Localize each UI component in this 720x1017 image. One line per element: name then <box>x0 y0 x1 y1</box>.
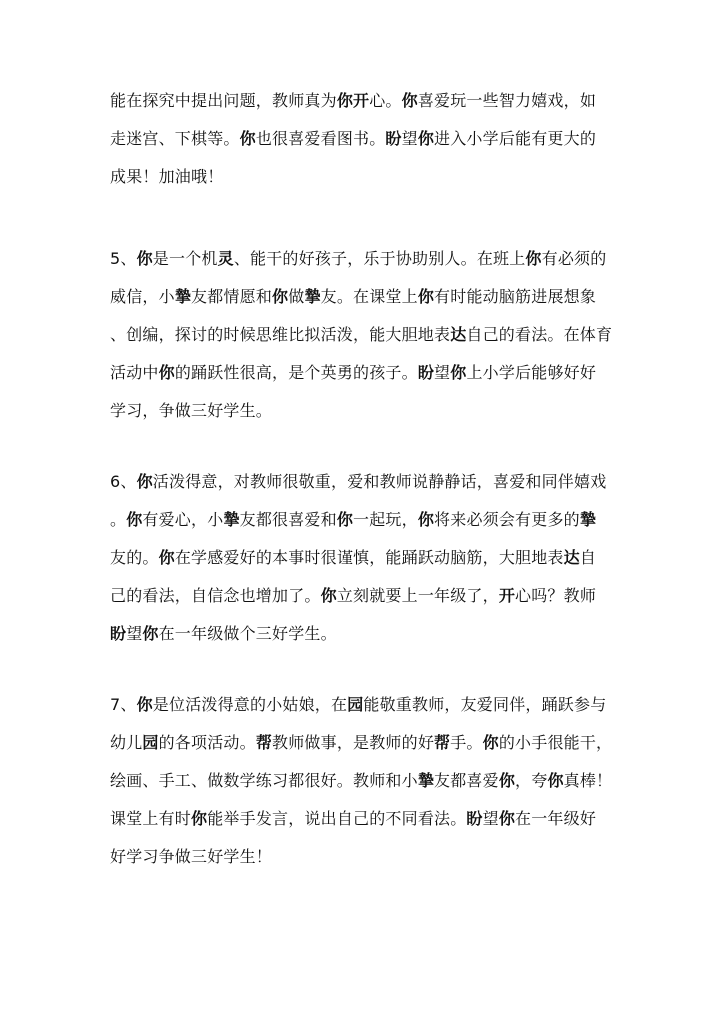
bold-text-segment: 你 <box>272 287 289 306</box>
text-segment: 学习，争做三好学生。 <box>110 401 273 420</box>
bold-text-segment: 你 <box>417 287 435 306</box>
bold-text-segment: 你 <box>482 733 499 752</box>
text-segment: 的踊跃性很高，是个英勇的孩子。 <box>174 363 418 382</box>
text-segment: 手。 <box>450 733 483 752</box>
text-segment: 能敬重教师，友爱同伴，踊跃参与 <box>363 695 607 714</box>
bold-text-segment: 摯 <box>223 510 240 529</box>
text-segment: 在一年级好 <box>515 809 597 828</box>
text-line <box>110 120 610 158</box>
text-segment: 有爱心，小 <box>142 510 224 529</box>
text-segment: 有必须的 <box>541 249 607 268</box>
text-segment: 成果！加油哦！ <box>110 167 224 186</box>
bold-text-segment: 你 <box>239 129 256 148</box>
text-segment: 5、 <box>110 249 137 268</box>
text-segment: 能举手发言，说出自己的不同看法。 <box>207 809 467 828</box>
bold-text-segment: 你 <box>525 249 542 268</box>
bold-text-segment: 你 <box>417 510 435 529</box>
text-segment: 教师做事，是教师的好 <box>272 733 435 752</box>
text-segment: 好学习争做三好学生！ <box>110 847 273 866</box>
text-segment: 进入小学后能有更大的 <box>434 129 597 148</box>
text-segment: 友的。 <box>110 548 159 567</box>
text-line <box>110 724 613 762</box>
bold-text-segment: 你开 <box>336 91 370 110</box>
text-segment: 走迷宫、下棋等。 <box>110 129 240 148</box>
bold-text-segment: 摯 <box>417 771 435 790</box>
text-segment: 一起玩， <box>353 510 418 529</box>
text-line <box>110 501 610 539</box>
text-segment: 课堂上有时 <box>110 809 192 828</box>
bold-text-segment: 你 <box>191 809 208 828</box>
text-line <box>110 539 610 577</box>
text-segment: 活泼得意，对教师很敬重，爱和教师说静静话，喜爱和同伴嬉戏 <box>152 472 607 491</box>
bold-text-segment: 你 <box>498 771 516 790</box>
bold-text-segment: 开 <box>498 586 516 605</box>
bold-text-segment: 达 <box>563 548 580 567</box>
text-segment: 在学感爱好的本事时很谨慎，能踊跃动脑筋，大胆地表 <box>174 548 564 567</box>
text-segment: 望 <box>482 809 499 828</box>
text-line <box>110 463 610 501</box>
bold-text-segment: 你 <box>498 809 516 828</box>
bold-text-segment: 你 <box>136 249 153 268</box>
paragraph-4 <box>110 686 613 876</box>
text-segment: 绘画、手工、做数学练习都很好。教师和小 <box>110 771 418 790</box>
text-line <box>110 316 613 354</box>
text-segment: 是一个机 <box>152 249 218 268</box>
bold-text-segment: 盼 <box>385 129 402 148</box>
bold-text-segment: 帮 <box>434 733 451 752</box>
text-segment: 友。在课堂上 <box>320 287 418 306</box>
text-segment: 望 <box>126 624 143 643</box>
text-line <box>110 838 610 876</box>
text-segment: 自 <box>579 548 597 567</box>
bold-text-segment: 盼 <box>417 363 435 382</box>
bold-text-segment: 你 <box>401 91 418 110</box>
bold-text-segment: 你 <box>450 363 467 382</box>
text-line <box>110 158 610 196</box>
bold-text-segment: 达 <box>450 325 467 344</box>
text-segment: 威信，小 <box>110 287 175 306</box>
text-line <box>110 800 610 838</box>
text-segment: 幼儿 <box>110 733 143 752</box>
text-segment: 己的看法，自信念也增加了。 <box>110 586 321 605</box>
text-segment: 喜爱玩一些智力嬉戏，如 <box>417 91 597 110</box>
bold-text-segment: 盼 <box>110 624 127 643</box>
bold-text-segment: 你 <box>417 129 435 148</box>
text-segment: ，夸 <box>515 771 548 790</box>
bold-text-segment: 摯 <box>579 510 597 529</box>
bold-text-segment: 你 <box>136 695 153 714</box>
text-segment: 望 <box>401 129 418 148</box>
text-segment: 7、 <box>110 695 137 714</box>
bold-text-segment: 帮 <box>255 733 273 752</box>
text-segment: 的小手很能干， <box>498 733 613 752</box>
bold-text-segment: 你 <box>136 472 153 491</box>
text-line <box>110 240 610 278</box>
text-segment: 也很喜爱看图书。 <box>255 129 386 148</box>
bold-text-segment: 你 <box>126 510 143 529</box>
paragraph-3 <box>110 463 610 653</box>
paragraph-1 <box>110 82 610 196</box>
text-line <box>110 615 610 653</box>
text-segment: 心吗？教师 <box>515 586 597 605</box>
bold-text-segment: 园 <box>142 733 159 752</box>
text-segment: 有时能动脑筋进展想象 <box>434 287 597 306</box>
bold-text-segment: 你 <box>547 771 564 790</box>
text-segment: 活动中 <box>110 363 159 382</box>
text-segment: 在一年级做个三好学生。 <box>158 624 337 643</box>
text-segment: 真棒！ <box>563 771 613 790</box>
paragraph-2 <box>110 240 613 430</box>
text-segment: 心。 <box>369 91 402 110</box>
bold-text-segment: 你 <box>336 510 354 529</box>
text-line <box>110 686 610 724</box>
text-line <box>110 354 610 392</box>
text-segment: 、能干的好孩子，乐于协助别人。在班上 <box>233 249 526 268</box>
bold-text-segment: 灵 <box>217 249 234 268</box>
text-segment: 将来必须会有更多的 <box>434 510 580 529</box>
bold-text-segment: 盼 <box>466 809 483 828</box>
text-segment: 、创编，探讨的时候思维比拟活泼，能大胆地表 <box>110 325 451 344</box>
bold-text-segment: 摯 <box>304 287 321 306</box>
bold-text-segment: 你 <box>158 363 175 382</box>
text-segment: 做 <box>288 287 305 306</box>
bold-text-segment: 园 <box>347 695 364 714</box>
text-line <box>110 392 610 430</box>
text-line <box>110 278 610 316</box>
text-segment: 。 <box>110 510 127 529</box>
text-segment: 能在探究中提出问题，教师真为 <box>110 91 337 110</box>
bold-text-segment: 你 <box>158 548 175 567</box>
text-segment: 立刻就要上一年级了， <box>336 586 499 605</box>
text-line <box>110 762 613 800</box>
text-segment: 望 <box>434 363 451 382</box>
text-segment: 上小学后能够好好 <box>466 363 597 382</box>
text-segment: 自己的看法。在体育 <box>466 325 613 344</box>
text-line <box>110 577 610 615</box>
bold-text-segment: 你 <box>320 586 337 605</box>
bold-text-segment: 摯 <box>174 287 192 306</box>
text-segment: 6、 <box>110 472 137 491</box>
text-segment: 的各项活动。 <box>158 733 256 752</box>
text-segment: 是位活泼得意的小姑娘，在 <box>152 695 348 714</box>
text-line <box>110 82 610 120</box>
text-segment: 友都情愿和 <box>191 287 273 306</box>
text-segment: 友都喜爱 <box>434 771 499 790</box>
bold-text-segment: 你 <box>142 624 159 643</box>
text-segment: 友都很喜爱和 <box>239 510 337 529</box>
